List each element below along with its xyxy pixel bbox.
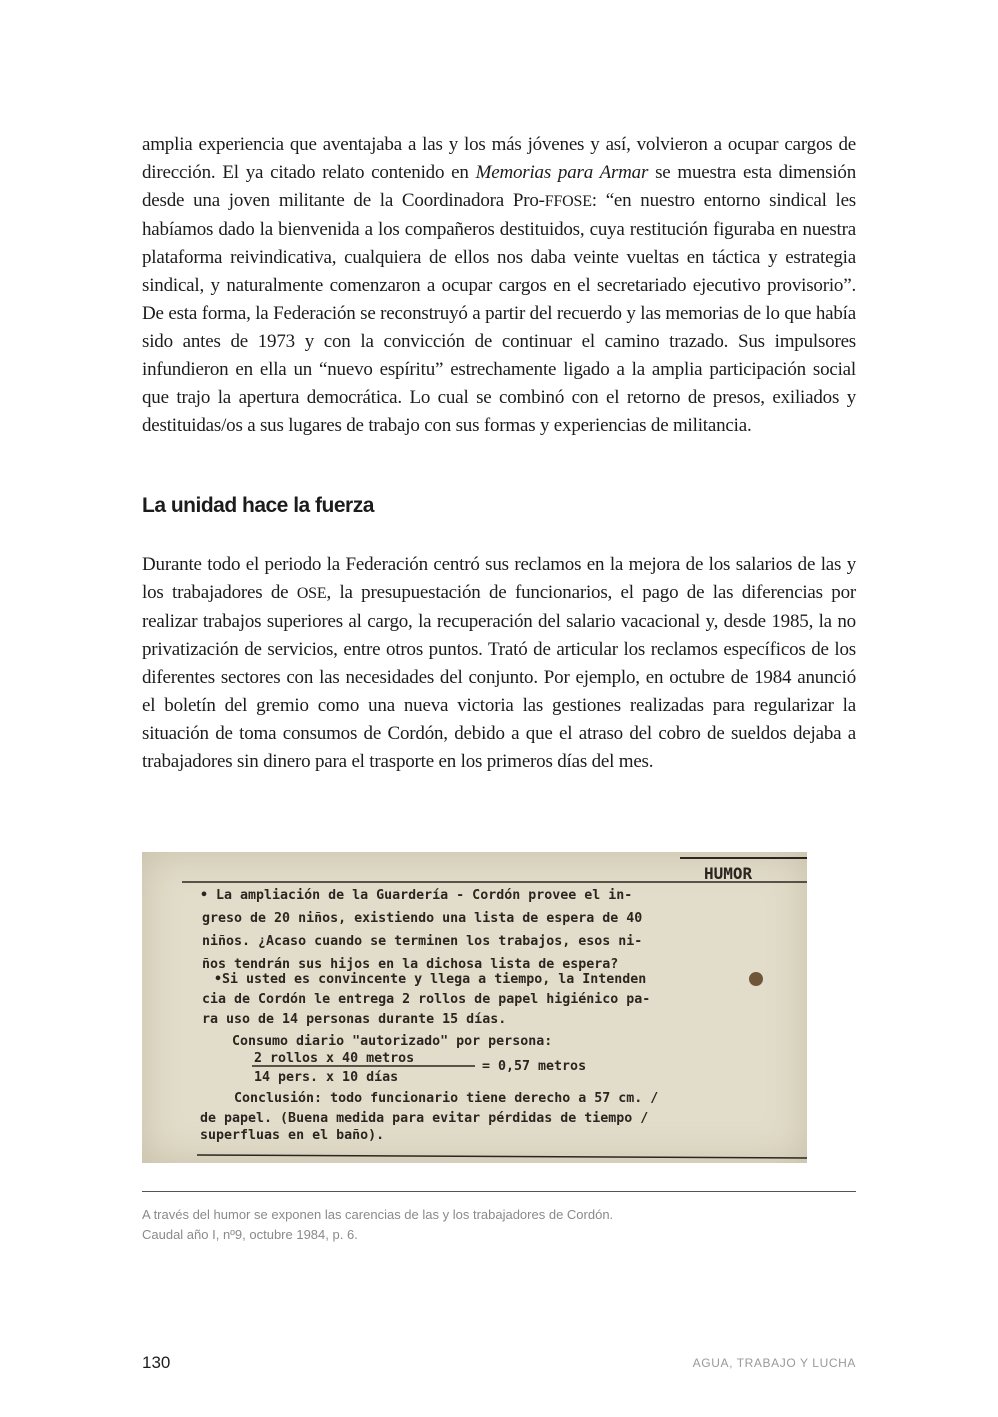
fraction-numerator: 2 rollos x 40 metros [254, 1051, 415, 1066]
running-title: AGUA, TRABAJO Y LUCHA [692, 1356, 856, 1370]
typed-text-lines [200, 887, 658, 1143]
typed-line: ra uso de 14 personas durante 15 días. [202, 1012, 507, 1027]
typed-line: • La ampliación de la Guardería - Cordón provee el in- [200, 888, 633, 903]
paragraph-text: se muestra esta dimensión desde una joven militante de la Coordinadora Pro- [142, 162, 857, 211]
paragraph-text: , la presupuestación de funcionarios, el pago de las diferencias por realizar trabajos superiores al cargo, la recuperación del salario vacacional y, desde 1985, la no privatización de servicios, entre otros puntos. Trató de articular los reclamos específicos de los diferentes sectores con las necesidades del conjunto. Por ejemplo, en octubre de 1984 anunció el boletín del gremio como una nueva victoria las gestiones realizadas para regularizar la situación de toma consumos de Cordón, debido a que el atraso del cobro de sueldos dejaba a trabajadores sin dinero para el trasporte en los primeros días del mes. [142, 582, 856, 772]
acronym: OSE [296, 585, 327, 602]
caption-line: A través del humor se exponen las carencias de las y los trabajadores de Cordón. [142, 1207, 614, 1222]
typed-line: superfluas en el baño). [200, 1128, 385, 1143]
clipping-svg [142, 852, 807, 1163]
book-title: Memorias para Armar [475, 162, 649, 183]
bottom-rule [197, 1155, 807, 1158]
typed-line: •Si usted es convincente y llega a tiempo, la Intenden [214, 972, 647, 987]
fraction-result: = 0,57 metros [482, 1059, 587, 1074]
caption-divider [142, 1191, 856, 1192]
section-heading: La unidad hace la fuerza [142, 494, 374, 517]
typed-line: Conclusión: todo funcionario tiene derecho a 57 cm. / [234, 1091, 659, 1106]
typed-line: greso de 20 niños, existiendo una lista de espera de 40 [202, 911, 643, 926]
paragraph-text: : “en nuestro entorno sindical les habíamos dado la bienvenida a los compañeros destituidos, cuya restitución figuraba en nuestra plataforma reivindicativa, cualquiera de ellos nos daba veinte vueltas en táctica y estrategia sindical, y naturalmente comenzaron a ocupar cargos en el secretariado ejecutivo provisorio”. De esta forma, la Federación se reconstruyó a partir del recuerdo y las memorias de lo que había sido antes de 1973 y con la convicción de continuar el camino trazado. Sus impulsores infundieron en ella un “nuevo espíritu” estrechamente ligado a la amplia participación social que trajo la apertura democrática. Lo cual se combinó con el retorno de presos, exiliados y destituidas/os a sus lugares de trabajo con sus formas y experiencias de militancia. [142, 190, 856, 436]
typed-line: cia de Cordón le entrega 2 rollos de papel higiénico pa- [202, 992, 651, 1007]
fraction-denominator: 14 pers. x 10 días [254, 1070, 399, 1085]
typed-line: de papel. (Buena medida para evitar pérdidas de tiempo / [200, 1111, 649, 1126]
paragraph-text: amplia experiencia que aventajaba a las y los más jóvenes y así, volvieron a ocupar cargos de dirección. El ya citado relato contenido en [142, 134, 856, 183]
paragraph-text: Durante todo el periodo la Federación centró sus reclamos en la mejora de los salarios de las y los trabajadores de [142, 554, 856, 603]
typed-line: Consumo diario "autorizado" por persona: [232, 1034, 553, 1049]
typed-line: niños. ¿Acaso cuando se terminen los trabajos, esos ni- [202, 934, 643, 949]
body-paragraph [142, 551, 856, 776]
ink-stain [749, 972, 763, 986]
clipping-header: HUMOR [704, 864, 753, 883]
caption-source: Caudal año I, nº9, octubre 1984, p. 6. [142, 1227, 358, 1242]
newsletter-clipping-image [142, 852, 807, 1163]
figure-caption [142, 1205, 856, 1245]
body-paragraph [142, 131, 856, 440]
typed-line: ños tendrán sus hijos en la dichosa lista de espera? [202, 957, 619, 972]
acronym: FFOSE [544, 193, 592, 210]
page-number: 130 [142, 1353, 171, 1372]
